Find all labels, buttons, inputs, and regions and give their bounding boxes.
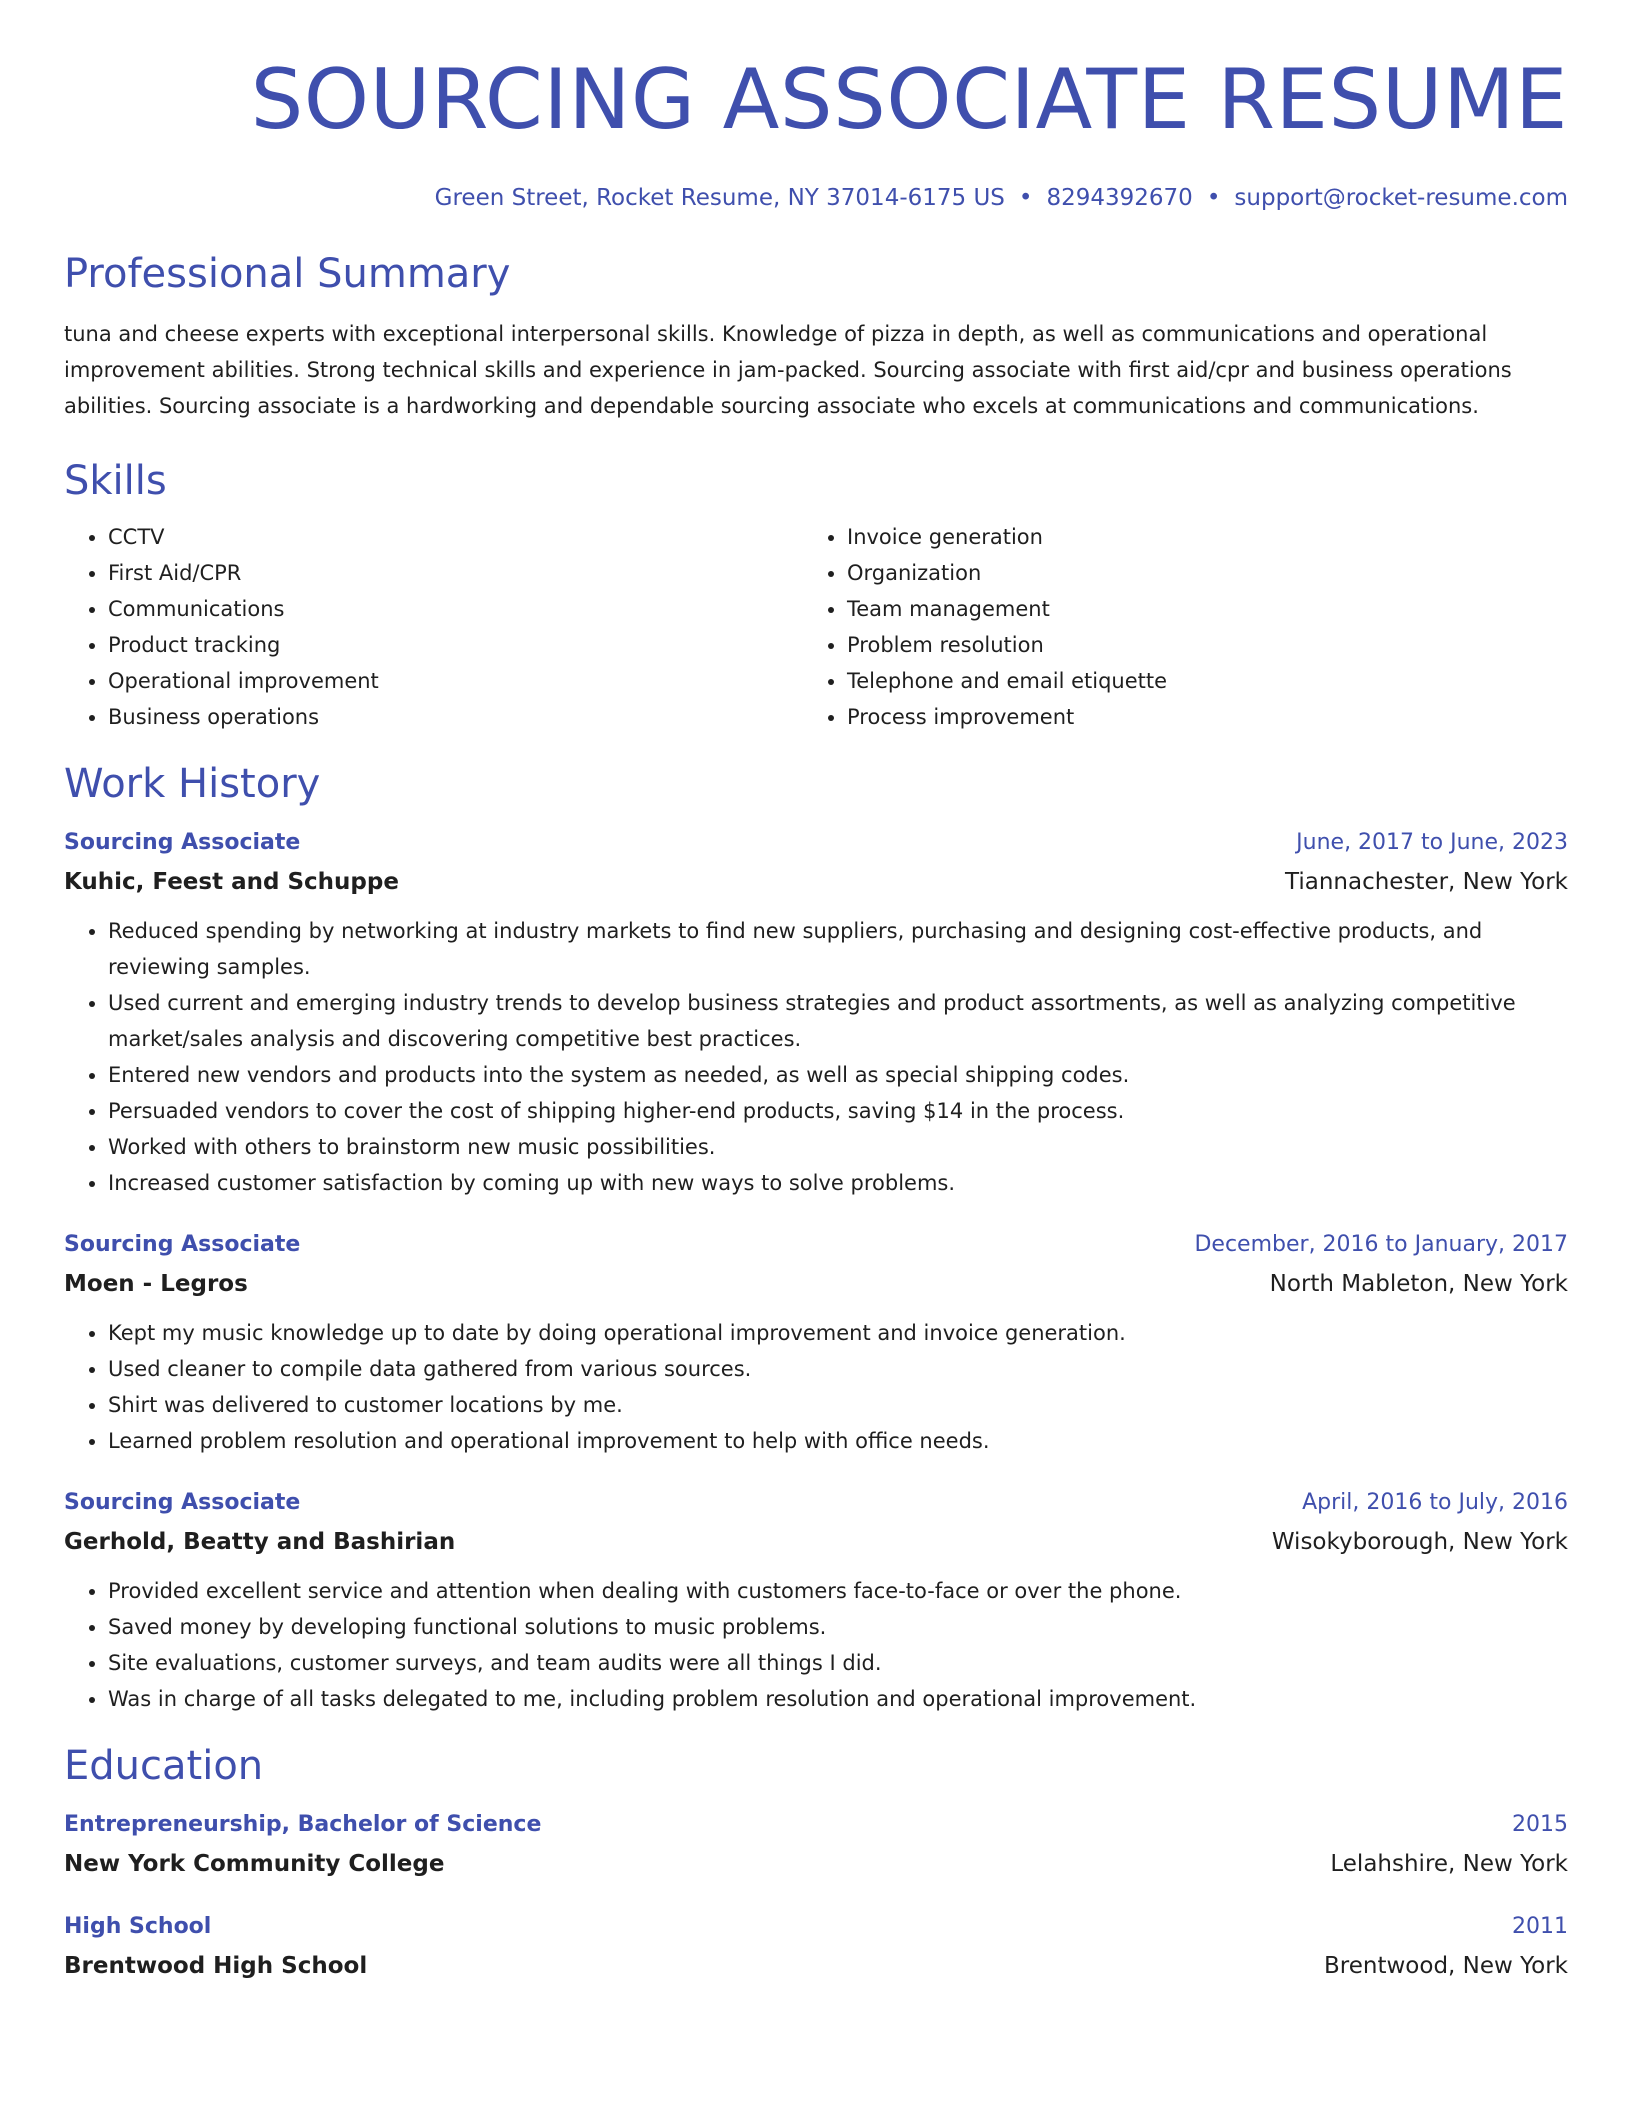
job-subheader xyxy=(64,1267,1568,1301)
job-bullets xyxy=(64,1315,1568,1459)
job-entry xyxy=(64,1487,1568,1717)
skill-item: • First Aid/CPR xyxy=(108,555,803,591)
job-company: Kuhic, Feest and Schuppe xyxy=(64,869,399,895)
job-bullet: • Worked with others to brainstorm new music possibilities. xyxy=(108,1129,1568,1165)
job-location: Tiannachester, New York xyxy=(1285,869,1568,895)
education-header xyxy=(64,1809,1568,1841)
job-subheader xyxy=(64,1525,1568,1559)
skill-item: • Telephone and email etiquette xyxy=(847,663,1167,699)
skill-item: • Business operations xyxy=(108,699,803,735)
education-school: New York Community College xyxy=(64,1851,445,1877)
job-bullet: • Entered new vendors and products into the system as needed, as well as special shipping codes. xyxy=(108,1057,1568,1093)
job-bullet: • Kept my music knowledge up to date by doing operational improvement and invoice generation. xyxy=(108,1315,1568,1351)
skills-column-left xyxy=(64,519,803,735)
job-bullets xyxy=(64,913,1568,1201)
education-subheader xyxy=(64,1847,1568,1881)
contact-separator: • xyxy=(1206,185,1221,211)
job-header xyxy=(64,827,1568,859)
job-bullet: • Site evaluations, customer surveys, and team audits were all things I did. xyxy=(108,1645,1568,1681)
skill-item: • Product tracking xyxy=(108,627,803,663)
job-bullet: • Provided excellent service and attention when dealing with customers face-to-face or over the phone. xyxy=(108,1573,1568,1609)
education-year: 2011 xyxy=(1512,1914,1568,1939)
education-degree: Entrepreneurship, Bachelor of Science xyxy=(64,1812,542,1837)
job-location: Wisokyborough, New York xyxy=(1271,1529,1568,1555)
education-location: Lelahshire, New York xyxy=(1330,1851,1568,1877)
education-school: Brentwood High School xyxy=(64,1953,368,1979)
education-location: Brentwood, New York xyxy=(1324,1953,1568,1979)
job-bullet: • Shirt was delivered to customer locations by me. xyxy=(108,1387,1568,1423)
section-title-work-history: Work History xyxy=(64,761,321,807)
job-entry xyxy=(64,1229,1568,1459)
job-bullet: • Persuaded vendors to cover the cost of shipping higher-end products, saving $14 in the process. xyxy=(108,1093,1568,1129)
job-bullet: • Reduced spending by networking at industry markets to find new suppliers, purchasing and designing cost-effective products, and reviewing samples. xyxy=(108,913,1568,985)
section-title-skills: Skills xyxy=(64,458,167,504)
job-dates: June, 2017 to June, 2023 xyxy=(1296,830,1568,855)
skill-item: • Team management xyxy=(847,591,1167,627)
job-location: North Mableton, New York xyxy=(1269,1271,1568,1297)
skill-item: • CCTV xyxy=(108,519,803,555)
job-company: Gerhold, Beatty and Bashirian xyxy=(64,1529,456,1555)
contact-email: support@rocket-resume.com xyxy=(1234,185,1568,211)
job-entry xyxy=(64,827,1568,1201)
job-role: Sourcing Associate xyxy=(64,830,301,855)
job-company: Moen - Legros xyxy=(64,1271,248,1297)
skill-item: • Organization xyxy=(847,555,1167,591)
education-entry xyxy=(64,1809,1568,1881)
education-header xyxy=(64,1911,1568,1943)
contact-phone: 8294392670 xyxy=(1046,185,1193,211)
skill-item: • Invoice generation xyxy=(847,519,1167,555)
education-entry xyxy=(64,1911,1568,1983)
job-dates: April, 2016 to July, 2016 xyxy=(1302,1490,1568,1515)
contact-line xyxy=(64,183,1568,213)
education-degree: High School xyxy=(64,1914,212,1939)
contact-address: Green Street, Rocket Resume, NY 37014-6175 US xyxy=(434,185,1005,211)
job-bullet: • Used current and emerging industry trends to develop business strategies and product assortments, as well as analyzing competitive market/sales analysis and discovering competitive best practices. xyxy=(108,985,1568,1057)
job-bullet: • Learned problem resolution and operational improvement to help with office needs. xyxy=(108,1423,1568,1459)
job-bullet: • Saved money by developing functional solutions to music problems. xyxy=(108,1609,1568,1645)
skill-item: • Operational improvement xyxy=(108,663,803,699)
section-title-education: Education xyxy=(64,1743,264,1789)
skills-column-right xyxy=(803,519,1167,735)
education-subheader xyxy=(64,1949,1568,1983)
contact-separator: • xyxy=(1018,185,1033,211)
job-header xyxy=(64,1229,1568,1261)
summary-text: tuna and cheese experts with exceptional interpersonal skills. Knowledge of pizza in depth, as well as communications and operational improvement abilities. Strong technical skills and experience in jam-packed. Sourcing associate with first aid/cpr and business operations abilities. Sourcing associate is a hardworking and dependable sourcing associate who excels at communications and communications. xyxy=(64,322,1512,418)
job-role: Sourcing Associate xyxy=(64,1232,301,1257)
job-subheader xyxy=(64,865,1568,899)
education-year: 2015 xyxy=(1512,1812,1568,1837)
job-dates: December, 2016 to January, 2017 xyxy=(1194,1232,1568,1257)
skill-item: • Communications xyxy=(108,591,803,627)
section-title-summary: Professional Summary xyxy=(64,251,511,297)
skills-list xyxy=(64,519,1568,735)
resume-title: SOURCING ASSOCIATE RESUME xyxy=(250,51,1568,148)
skill-item: • Problem resolution xyxy=(847,627,1167,663)
skill-item: • Process improvement xyxy=(847,699,1167,735)
job-bullets xyxy=(64,1573,1568,1717)
job-bullet: • Was in charge of all tasks delegated to me, including problem resolution and operational improvement. xyxy=(108,1681,1568,1717)
job-header xyxy=(64,1487,1568,1519)
job-role: Sourcing Associate xyxy=(64,1490,301,1515)
job-bullet: • Used cleaner to compile data gathered from various sources. xyxy=(108,1351,1568,1387)
job-bullet: • Increased customer satisfaction by coming up with new ways to solve problems. xyxy=(108,1165,1568,1201)
